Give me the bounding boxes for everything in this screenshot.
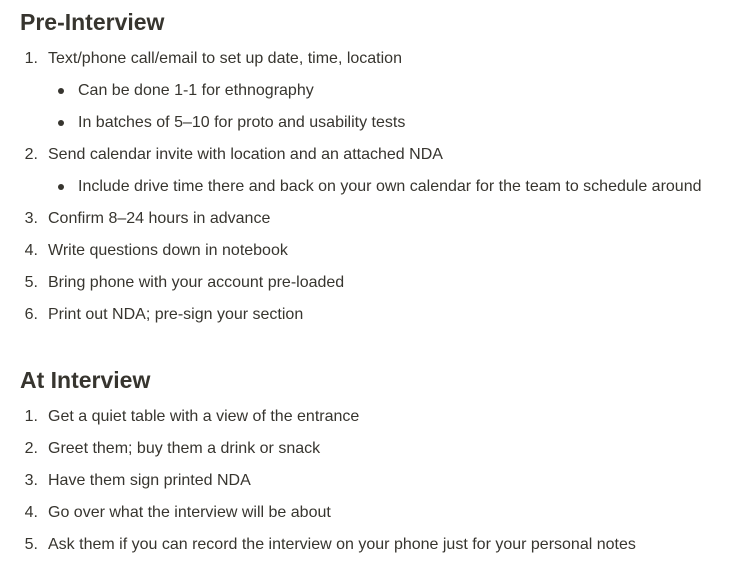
bullet-icon — [58, 184, 64, 190]
section-title-at-interview: At Interview — [20, 367, 151, 393]
item-text: Can be done 1-1 for ethnography — [78, 82, 314, 99]
bullet-icon — [58, 120, 64, 126]
item-number: 5. — [24, 536, 38, 553]
item-number: 3. — [24, 210, 38, 227]
item-number: 3. — [24, 472, 38, 489]
section-title-pre-interview: Pre-Interview — [20, 9, 165, 35]
item-text: Print out NDA; pre-sign your section — [48, 306, 304, 323]
item-text: Greet them; buy them a drink or snack — [48, 440, 321, 457]
item-text: Write questions down in notebook — [48, 242, 288, 259]
bullet-icon — [58, 88, 64, 94]
item-number: 1. — [24, 50, 38, 67]
item-number: 4. — [24, 242, 38, 259]
item-text: Include drive time there and back on your own calendar for the team to schedule around — [78, 178, 702, 195]
item-number: 2. — [24, 146, 38, 163]
item-number: 6. — [24, 306, 38, 323]
item-number: 2. — [24, 440, 38, 457]
item-text: Go over what the interview will be about — [48, 504, 331, 521]
item-text: Send calendar invite with location and an attached NDA — [48, 146, 443, 163]
item-text: Have them sign printed NDA — [48, 472, 251, 489]
item-number: 1. — [24, 408, 38, 425]
item-text: Confirm 8–24 hours in advance — [48, 210, 271, 227]
item-text: Ask them if you can record the interview on your phone just for your personal notes — [48, 536, 636, 553]
item-text: In batches of 5–10 for proto and usability tests — [78, 114, 406, 131]
item-text: Get a quiet table with a view of the entrance — [48, 408, 360, 425]
item-text: Bring phone with your account pre-loaded — [48, 274, 345, 291]
item-number: 5. — [24, 274, 38, 291]
item-number: 4. — [24, 504, 38, 521]
item-text: Text/phone call/email to set up date, time, location — [48, 50, 402, 67]
